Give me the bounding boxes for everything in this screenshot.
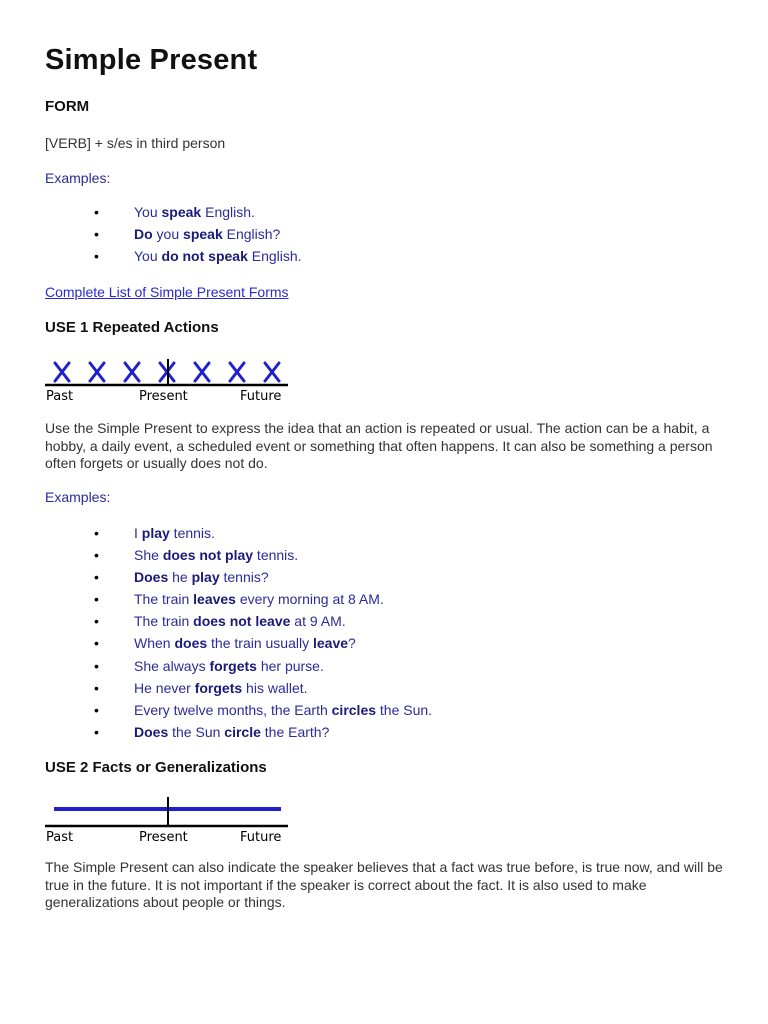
example-text: English.	[247, 248, 302, 265]
use1-example-item	[45, 699, 432, 721]
example-text: When	[134, 635, 175, 652]
use2-timeline	[45, 794, 295, 848]
repeat-x-mark	[125, 363, 139, 381]
bullet-icon: •	[94, 569, 99, 586]
use2-label-present: Present	[139, 830, 188, 845]
bullet-icon: •	[94, 679, 99, 696]
form-examples-label: Examples:	[45, 170, 111, 186]
example-text: the Earth?	[260, 723, 330, 740]
example-verb: Does	[134, 723, 169, 740]
use1-label-present: Present	[139, 389, 188, 404]
use1-label-future: Future	[240, 389, 282, 404]
form-examples-list	[45, 201, 302, 267]
example-verb: does	[174, 635, 208, 652]
example-verb: does not play	[162, 547, 254, 564]
example-verb: do not speak	[161, 248, 248, 265]
example-verb: speak	[161, 204, 202, 220]
bullet-icon: •	[94, 591, 99, 608]
example-verb: Do	[134, 226, 153, 243]
form-rule: [VERB] + s/es in third person	[45, 135, 226, 151]
bullet-icon: •	[94, 657, 99, 674]
example-text: I	[134, 525, 142, 541]
example-text: the train usually	[207, 635, 313, 652]
example-text: English.	[201, 204, 255, 220]
example-text: he	[168, 569, 192, 586]
example-text: The train	[134, 591, 194, 608]
example-verb: leaves	[193, 591, 236, 608]
complete-forms-link[interactable]: Complete List of Simple Present Forms	[45, 284, 289, 300]
use1-example-item	[45, 655, 432, 677]
example-verb: play	[141, 525, 170, 541]
use1-example-item	[45, 588, 432, 610]
repeat-x-mark	[265, 363, 279, 381]
example-text: every morning at 8 AM.	[235, 591, 384, 608]
use2-description: The Simple Present can also indicate the speaker believes that a fact was true before, is true now, and will be true in the future. It is not important if the speaker is correct about the fact. It is also used to make generalizations about people or things.	[45, 859, 723, 910]
bullet-icon: •	[94, 613, 99, 630]
example-verb: circles	[331, 701, 377, 718]
example-text: ?	[348, 635, 356, 652]
use1-examples-label: Examples:	[45, 489, 111, 505]
example-text: She	[134, 547, 163, 564]
repeat-x-mark	[195, 363, 209, 381]
bullet-icon: •	[94, 547, 99, 564]
example-text: You	[134, 204, 162, 220]
bullet-icon: •	[94, 635, 99, 652]
example-text: Every twelve months, the Earth	[134, 701, 332, 718]
use1-timeline	[45, 352, 295, 406]
bullet-icon: •	[94, 226, 99, 243]
example-text: The train	[134, 613, 194, 630]
example-text: at 9 AM.	[290, 613, 346, 630]
repeat-x-mark	[90, 363, 104, 381]
example-verb: leave	[313, 635, 349, 652]
form-example-item	[45, 245, 302, 267]
bullet-icon: •	[94, 723, 99, 740]
example-text: you	[152, 226, 184, 243]
form-heading: FORM	[45, 98, 90, 115]
use1-example-item	[45, 721, 432, 743]
example-text: He never	[134, 679, 195, 696]
use2-heading: USE 2 Facts or Generalizations	[45, 759, 267, 776]
example-verb: circle	[224, 723, 261, 740]
example-verb: does not leave	[193, 613, 291, 630]
use1-example-item	[45, 544, 432, 566]
use2-label-past: Past	[46, 830, 74, 845]
use1-example-item	[45, 610, 432, 632]
repeat-x-mark	[230, 363, 244, 381]
example-verb: Does	[134, 569, 169, 586]
bullet-icon: •	[94, 701, 99, 718]
use1-example-item	[45, 677, 432, 699]
example-text: her purse.	[256, 657, 324, 674]
example-text: English?	[222, 226, 281, 243]
example-text: tennis.	[169, 525, 215, 541]
use1-example-item	[45, 522, 432, 544]
use1-heading: USE 1 Repeated Actions	[45, 319, 219, 336]
example-verb: forgets	[194, 679, 243, 696]
example-verb: play	[191, 569, 220, 586]
example-text: the Sun	[168, 723, 225, 740]
repeat-x-mark	[55, 363, 69, 381]
example-verb: speak	[183, 226, 223, 243]
bullet-icon: •	[94, 525, 99, 541]
page-title: Simple Present	[45, 44, 258, 76]
bullet-icon: •	[94, 204, 99, 220]
example-verb: forgets	[209, 657, 257, 674]
example-text: tennis?	[219, 569, 269, 586]
example-text: You	[134, 248, 162, 265]
example-text: his wallet.	[242, 679, 308, 696]
use1-examples-list	[45, 522, 432, 743]
use1-description: Use the Simple Present to express the idea that an action is repeated or usual. The action can be a habit, a hobby, a daily event, a scheduled event or something that often happens. It can also be something a person often forgets or usually does not do.	[45, 420, 713, 471]
use2-label-future: Future	[240, 830, 282, 845]
use1-example-item	[45, 566, 432, 588]
example-text: She always	[134, 657, 210, 674]
use1-example-item	[45, 632, 432, 654]
example-text: the Sun.	[376, 701, 433, 718]
use1-label-past: Past	[46, 389, 74, 404]
example-text: tennis.	[253, 547, 299, 564]
form-example-item	[45, 223, 302, 245]
form-example-item	[45, 201, 302, 223]
bullet-icon: •	[94, 248, 99, 265]
